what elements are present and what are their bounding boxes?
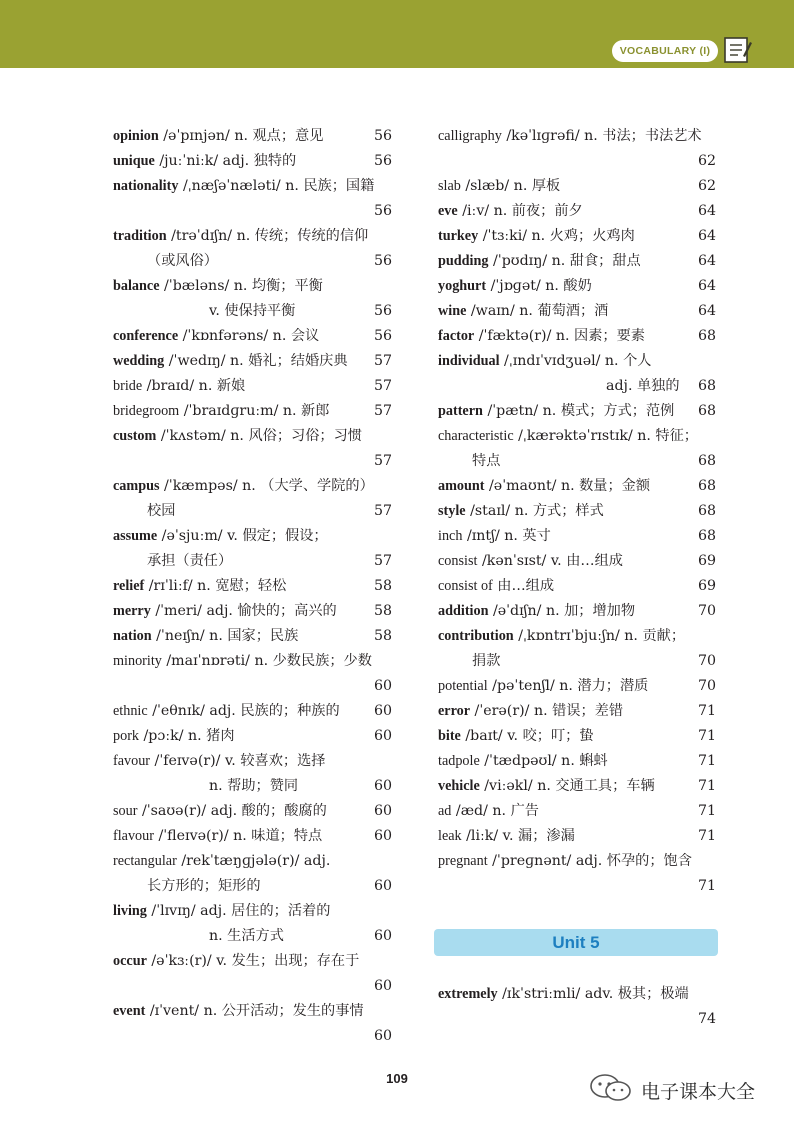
headword: event <box>113 1003 146 1019</box>
headword: assume <box>113 528 158 544</box>
definition: /æd/ n. 广告 <box>455 803 539 819</box>
entry-continuation <box>438 649 716 674</box>
headword: minority <box>113 653 162 669</box>
page-reference: 60 <box>373 703 392 719</box>
vocab-entry <box>438 982 716 1032</box>
definition: /ˈbæləns/ n. 均衡；平衡 <box>164 278 323 294</box>
entry-line <box>113 699 392 724</box>
headword: pattern <box>438 403 483 419</box>
headword: individual <box>438 353 500 369</box>
entry-continuation <box>113 449 392 474</box>
page-reference: 68 <box>697 503 716 519</box>
definition: /ˈtædpəʊl/ n. 蝌蚪 <box>484 753 608 769</box>
page-reference: 64 <box>697 303 716 319</box>
headword: consist <box>438 553 478 569</box>
page-reference: 64 <box>697 278 716 294</box>
page-reference: 68 <box>697 453 716 469</box>
vocab-entry <box>113 149 392 174</box>
headword: merry <box>113 603 151 619</box>
entry-line <box>438 349 716 374</box>
entry-line <box>438 224 716 249</box>
vocab-entry <box>438 474 716 499</box>
headword: nationality <box>113 178 179 194</box>
headword: leak <box>438 828 462 844</box>
page-reference: 60 <box>373 728 392 744</box>
page-reference: 60 <box>373 878 392 894</box>
entry-line <box>113 474 392 499</box>
page-reference: 58 <box>373 628 392 644</box>
definition: /staɪl/ n. 方式；样式 <box>470 503 604 519</box>
page-reference: 71 <box>697 703 716 719</box>
entry-line <box>438 574 716 599</box>
headword: style <box>438 503 466 519</box>
definition-cont: 承担（责任） <box>147 553 233 569</box>
definition: 由…组成 <box>497 578 555 594</box>
headword: pork <box>113 728 140 744</box>
entry-line <box>438 624 716 649</box>
definition: /ɪˈvent/ n. 公开活动；发生的事情 <box>149 1003 364 1019</box>
vocab-entry <box>438 724 716 749</box>
entry-continuation <box>113 1024 392 1049</box>
definition: /maɪˈnɒrəti/ n. 少数民族；少数 <box>166 653 372 669</box>
page-reference: 60 <box>373 828 392 844</box>
vocab-entry <box>438 174 716 199</box>
vocab-entry <box>113 399 392 424</box>
definition-cont: 校园 <box>147 503 176 519</box>
vocab-entry <box>113 474 392 524</box>
headword: inch <box>438 528 463 544</box>
vocab-entry <box>113 324 392 349</box>
entry-continuation <box>113 874 392 899</box>
definition-cont: n. 生活方式 <box>209 928 284 944</box>
headword: eve <box>438 203 458 219</box>
entry-line <box>438 982 716 1007</box>
entry-continuation <box>438 874 716 899</box>
definition-cont: adj. 单独的 <box>606 378 680 394</box>
page-reference: 62 <box>697 153 716 169</box>
definition: /ɪntʃ/ n. 英寸 <box>466 528 551 544</box>
vocab-entry <box>113 649 392 699</box>
page-reference: 58 <box>373 603 392 619</box>
page-reference: 68 <box>697 328 716 344</box>
page-reference: 60 <box>373 678 392 694</box>
entry-line <box>113 849 392 874</box>
definition: /ˌnæʃəˈnæləti/ n. 民族；国籍 <box>182 178 375 194</box>
vocab-entry <box>113 424 392 474</box>
vocab-entry <box>438 549 716 574</box>
definition: /braɪd/ n. 新娘 <box>146 378 246 394</box>
definition: /ˈpreɡnənt/ adj. 怀孕的；饱含 <box>492 853 692 869</box>
vocab-entry <box>113 349 392 374</box>
page-reference: 64 <box>697 228 716 244</box>
entry-line <box>113 124 392 149</box>
definition-cont: 捐款 <box>472 653 501 669</box>
page-reference: 71 <box>697 728 716 744</box>
page-reference: 57 <box>373 378 392 394</box>
entry-line <box>438 274 716 299</box>
vocab-entry <box>113 524 392 574</box>
headword: wedding <box>113 353 165 369</box>
page-reference: 70 <box>697 603 716 619</box>
page-reference: 56 <box>373 253 392 269</box>
headword: consist of <box>438 578 493 594</box>
entry-line <box>113 799 392 824</box>
definition: /ˌkærəktəˈrɪstɪk/ n. 特征； <box>518 428 698 444</box>
definition: /liːk/ v. 漏；渗漏 <box>466 828 575 844</box>
page-reference: 62 <box>697 178 716 194</box>
definition: /kənˈsɪst/ v. 由…组成 <box>481 553 623 569</box>
entry-line <box>438 174 716 199</box>
entry-line <box>113 349 392 374</box>
headword: sour <box>113 803 138 819</box>
entry-line <box>113 324 392 349</box>
page-reference: 60 <box>373 978 392 994</box>
entry-line <box>438 749 716 774</box>
entry-line <box>438 799 716 824</box>
headword: bride <box>113 378 143 394</box>
vocab-entry <box>113 949 392 999</box>
page-reference: 60 <box>373 803 392 819</box>
entry-line <box>113 149 392 174</box>
entry-continuation <box>113 924 392 949</box>
headword: living <box>113 903 147 919</box>
definition: /ˈbraɪdɡruːm/ n. 新郎 <box>183 403 330 419</box>
entry-continuation <box>113 974 392 999</box>
entry-continuation <box>113 499 392 524</box>
definition-cont: v. 使保持平衡 <box>209 303 296 319</box>
definition: /ˈpætn/ n. 模式；方式；范例 <box>487 403 675 419</box>
entry-line <box>113 424 392 449</box>
headword: rectangular <box>113 853 177 869</box>
page-reference: 70 <box>697 653 716 669</box>
page-reference: 69 <box>697 553 716 569</box>
vocab-entry <box>113 624 392 649</box>
vocab-entry <box>438 124 716 174</box>
headword: nation <box>113 628 152 644</box>
headword: bite <box>438 728 461 744</box>
entry-continuation <box>113 674 392 699</box>
definition: /pɔːk/ n. 猪肉 <box>143 728 235 744</box>
headword: error <box>438 703 471 719</box>
definition: /ˈkʌstəm/ n. 风俗；习俗；习惯 <box>160 428 362 444</box>
definition: /rɪˈliːf/ n. 宽慰；轻松 <box>148 578 287 594</box>
headword: tadpole <box>438 753 480 769</box>
page-reference: 68 <box>697 528 716 544</box>
vocabulary-column-right <box>438 124 716 1032</box>
page-reference: 57 <box>373 503 392 519</box>
definition: /əˈsjuːm/ v. 假定；假设； <box>161 528 328 544</box>
vocab-entry <box>113 599 392 624</box>
entry-line <box>113 224 392 249</box>
vocab-entry <box>438 824 716 849</box>
vocab-entry <box>438 849 716 899</box>
entry-line <box>438 699 716 724</box>
headword: wine <box>438 303 467 319</box>
page-reference: 74 <box>697 1011 716 1027</box>
vocab-entry <box>113 574 392 599</box>
wechat-logo-icon <box>588 1073 634 1103</box>
entry-line <box>113 749 392 774</box>
page-reference: 57 <box>373 553 392 569</box>
entry-line <box>438 299 716 324</box>
headword: conference <box>113 328 179 344</box>
entry-line <box>113 374 392 399</box>
definition-cont: n. 帮助；赞同 <box>209 778 299 794</box>
definition: /iːv/ n. 前夜；前夕 <box>462 203 583 219</box>
headword: bridegroom <box>113 403 180 419</box>
entry-line <box>113 599 392 624</box>
definition-cont: 特点 <box>472 453 501 469</box>
definition: /ˈwedɪŋ/ n. 婚礼；结婚庆典 <box>168 353 348 369</box>
headword: campus <box>113 478 160 494</box>
entry-line <box>438 499 716 524</box>
definition: /ˈneɪʃn/ n. 国家；民族 <box>156 628 299 644</box>
definition: /əˈmaʊnt/ n. 数量；金额 <box>489 478 651 494</box>
entry-continuation <box>438 149 716 174</box>
definition: /ˈkæmpəs/ n. （大学、学院的） <box>164 478 374 494</box>
vocab-entry <box>113 124 392 149</box>
vocab-entry <box>113 699 392 724</box>
definition: /trəˈdɪʃn/ n. 传统；传统的信仰 <box>171 228 369 244</box>
definition: /ɪkˈstriːmli/ adv. 极其；极端 <box>502 986 689 1002</box>
vocab-entry <box>438 399 716 424</box>
headword: tradition <box>113 228 167 244</box>
vocab-entry <box>113 274 392 324</box>
entry-continuation <box>438 449 716 474</box>
entry-line <box>438 424 716 449</box>
vocab-entry <box>438 524 716 549</box>
entry-line <box>113 899 392 924</box>
vocab-entry <box>438 799 716 824</box>
headword: opinion <box>113 128 159 144</box>
headword: calligraphy <box>438 128 502 144</box>
vocab-entry <box>113 174 392 224</box>
vocab-entry <box>438 299 716 324</box>
headword: ad <box>438 803 452 819</box>
headword: unique <box>113 153 155 169</box>
page-reference: 71 <box>697 828 716 844</box>
definition: /ˈkɒnfərəns/ n. 会议 <box>182 328 320 344</box>
page-reference: 58 <box>373 578 392 594</box>
page-reference: 60 <box>373 778 392 794</box>
definition: /ˈeθnɪk/ adj. 民族的；种族的 <box>152 703 340 719</box>
entry-line <box>113 524 392 549</box>
headword: custom <box>113 428 157 444</box>
entry-line <box>438 724 716 749</box>
headword: amount <box>438 478 485 494</box>
vocab-entry <box>113 799 392 824</box>
page-reference: 57 <box>373 453 392 469</box>
vocab-entry <box>438 199 716 224</box>
entry-line <box>438 774 716 799</box>
entry-line <box>438 474 716 499</box>
entry-line <box>438 124 716 149</box>
entry-continuation <box>113 199 392 224</box>
vocab-entry <box>438 774 716 799</box>
vocab-entry <box>438 674 716 699</box>
vocab-entry <box>438 249 716 274</box>
entry-line <box>113 174 392 199</box>
headword: relief <box>113 578 145 594</box>
vocab-entry <box>438 499 716 524</box>
definition-cont: （或风俗） <box>147 253 218 269</box>
definition: /waɪn/ n. 葡萄酒；酒 <box>470 303 609 319</box>
vocab-entry <box>438 349 716 399</box>
definition: /kəˈlɪɡrəfi/ n. 书法；书法艺术 <box>506 128 702 144</box>
headword: slab <box>438 178 461 194</box>
page-reference: 57 <box>373 353 392 369</box>
headword: balance <box>113 278 160 294</box>
vocab-entry <box>113 899 392 949</box>
definition-cont: 长方形的；矩形的 <box>147 878 261 894</box>
page-number: 109 <box>386 1071 408 1086</box>
entry-line <box>113 999 392 1024</box>
headword: ethnic <box>113 703 148 719</box>
page-reference: 71 <box>697 803 716 819</box>
vocab-entry <box>438 624 716 674</box>
definition: /ˈfeɪvə(r)/ v. 较喜欢；选择 <box>154 753 326 769</box>
entry-line <box>438 549 716 574</box>
vocab-entry <box>438 274 716 299</box>
entry-line <box>113 949 392 974</box>
page-reference: 68 <box>697 378 716 394</box>
page-reference: 60 <box>373 928 392 944</box>
definition: /viːəkl/ n. 交通工具；车辆 <box>484 778 655 794</box>
definition: /ˌɪndɪˈvɪdʒuəl/ n. 个人 <box>504 353 652 369</box>
definition: /ˈfæktə(r)/ n. 因素；要素 <box>478 328 645 344</box>
vocab-entry <box>438 424 716 474</box>
vocab-entry <box>113 849 392 899</box>
definition: /ˈpʊdɪŋ/ n. 甜食；甜点 <box>493 253 641 269</box>
vocab-entry <box>113 749 392 799</box>
headword: addition <box>438 603 489 619</box>
page-reference: 68 <box>697 403 716 419</box>
entry-continuation <box>113 549 392 574</box>
entry-line <box>438 674 716 699</box>
entry-continuation <box>438 374 716 399</box>
definition: /pəˈtenʃl/ n. 潜力；潜质 <box>492 678 649 694</box>
vocab-entry <box>113 224 392 274</box>
entry-continuation <box>113 299 392 324</box>
entry-line <box>113 824 392 849</box>
entry-line <box>113 399 392 424</box>
headword: vehicle <box>438 778 480 794</box>
headword: pudding <box>438 253 489 269</box>
page-reference: 71 <box>697 778 716 794</box>
entry-line <box>113 624 392 649</box>
entry-line <box>113 649 392 674</box>
page-reference: 71 <box>697 878 716 894</box>
page-reference: 57 <box>373 403 392 419</box>
definition: /ˈlɪvɪŋ/ adj. 居住的；活着的 <box>151 903 331 919</box>
headword: favour <box>113 753 151 769</box>
headword: flavour <box>113 828 154 844</box>
entry-line <box>438 199 716 224</box>
definition: /ˈfleɪvə(r)/ n. 味道；特点 <box>158 828 323 844</box>
definition: /ˈerə(r)/ n. 错误；差错 <box>474 703 624 719</box>
entry-line <box>438 599 716 624</box>
page-reference: 56 <box>373 128 392 144</box>
watermark-text: 电子课本大全 <box>641 1081 756 1103</box>
vocab-entry <box>438 599 716 624</box>
headword: turkey <box>438 228 479 244</box>
headword: yoghurt <box>438 278 487 294</box>
definition: /ˈjɒɡət/ n. 酸奶 <box>490 278 592 294</box>
page-reference: 70 <box>697 678 716 694</box>
vocab-entry <box>113 999 392 1049</box>
page-reference: 56 <box>373 153 392 169</box>
page-reference: 64 <box>697 253 716 269</box>
definition: /əˈdɪʃn/ n. 加；增加物 <box>492 603 636 619</box>
definition: /slæb/ n. 厚板 <box>465 178 561 194</box>
definition: /ˌkɒntrɪˈbjuːʃn/ n. 贡献； <box>518 628 686 644</box>
header-banner <box>0 0 794 68</box>
definition: /əˈkɜː(r)/ v. 发生；出现；存在于 <box>151 953 360 969</box>
page-reference: 68 <box>697 478 716 494</box>
definition: /ˈtɜːki/ n. 火鸡；火鸡肉 <box>482 228 635 244</box>
definition: /əˈpɪnjən/ n. 观点；意见 <box>163 128 324 144</box>
page-reference: 69 <box>697 578 716 594</box>
vocabulary-label: VOCABULARY (I) <box>612 40 718 62</box>
definition: /ˈsaʊə(r)/ adj. 酸的；酸腐的 <box>141 803 327 819</box>
page-reference: 56 <box>373 203 392 219</box>
definition: /baɪt/ v. 咬；叮；蛰 <box>465 728 594 744</box>
page-reference: 60 <box>373 1028 392 1044</box>
entry-line <box>438 399 716 424</box>
vocab-entry <box>438 324 716 349</box>
vocab-entry <box>438 699 716 724</box>
page-reference: 64 <box>697 203 716 219</box>
definition: /ˈmeri/ adj. 愉快的；高兴的 <box>155 603 337 619</box>
headword: characteristic <box>438 428 514 444</box>
page-reference: 56 <box>373 303 392 319</box>
entry-line <box>113 574 392 599</box>
entry-line <box>438 849 716 874</box>
entry-line <box>113 724 392 749</box>
entry-line <box>438 249 716 274</box>
headword: extremely <box>438 986 498 1002</box>
headword: occur <box>113 953 147 969</box>
entry-line <box>438 524 716 549</box>
headword: contribution <box>438 628 514 644</box>
vocabulary-column-left <box>113 124 392 1049</box>
page-reference: 71 <box>697 753 716 769</box>
entry-continuation <box>113 249 392 274</box>
notebook-icon <box>722 36 752 64</box>
entry-continuation <box>438 1007 716 1032</box>
entry-continuation <box>113 774 392 799</box>
definition: /juːˈniːk/ adj. 独特的 <box>159 153 297 169</box>
vocab-entry <box>113 374 392 399</box>
entry-line <box>113 274 392 299</box>
headword: pregnant <box>438 853 488 869</box>
vocab-entry <box>438 574 716 599</box>
vocab-entry <box>113 824 392 849</box>
definition: /rekˈtæŋɡjələ(r)/ adj. <box>181 853 331 869</box>
vocab-entry <box>438 749 716 774</box>
vocab-entry <box>113 724 392 749</box>
headword: factor <box>438 328 475 344</box>
entry-line <box>438 324 716 349</box>
vocab-entry <box>438 224 716 249</box>
entry-line <box>438 824 716 849</box>
unit-heading: Unit 5 <box>434 929 718 956</box>
headword: potential <box>438 678 488 694</box>
page-reference: 56 <box>373 328 392 344</box>
